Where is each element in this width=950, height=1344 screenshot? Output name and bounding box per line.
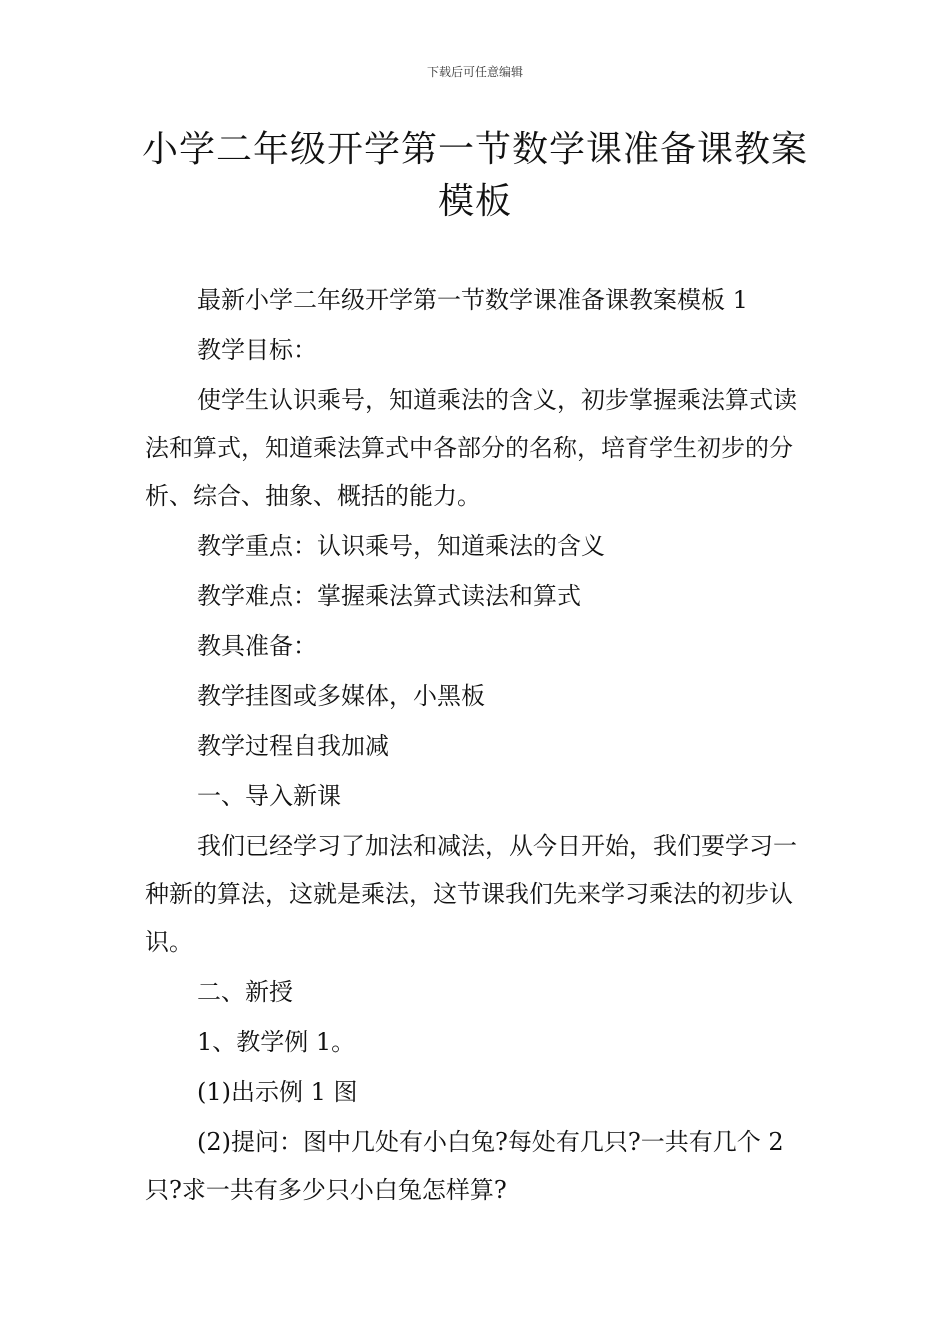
objectives-text: 使学生认识乘号，知道乘法的含义，初步掌握乘法算式读法和算式，知道乘法算式中各部分的名称，培育学生初步的分析、综合、抽象、概括的能力。	[145, 386, 797, 510]
intro-text: 我们已经学习了加法和减法，从今日开始，我们要学习一种新的算法，这就是乘法，这节课我们先来学习乘法的初步认识。	[145, 832, 797, 956]
document-title	[100, 124, 850, 228]
document-body	[145, 276, 810, 1216]
key-point: 教学重点：认识乘号，知道乘法的含义	[197, 532, 605, 560]
example-1-step-1: (1)出示例 1 图	[197, 1078, 358, 1106]
example-1-heading: 1、教学例 1。	[197, 1028, 356, 1056]
materials-text: 教学挂图或多媒体，小黑板	[197, 682, 485, 710]
process-heading: 教学过程自我加减	[197, 732, 389, 760]
materials-heading: 教具准备：	[197, 632, 317, 660]
section-heading: 最新小学二年级开学第一节数学课准备课教案模板 1	[197, 286, 748, 314]
difficult-point: 教学难点：掌握乘法算式读法和算式	[197, 582, 581, 610]
title-line-2: 模板	[437, 181, 512, 222]
download-note: 下载后可任意编辑	[426, 65, 523, 79]
title-line-1: 小学二年级开学第一节数学课准备课教案	[141, 129, 808, 170]
intro-heading: 一、导入新课	[197, 782, 341, 810]
example-1-step-2: (2)提问：图中几处有小白兔?每处有几只?一共有几个 2 只?求一共有多少只小白兔怎样算?	[145, 1128, 784, 1204]
new-lesson-heading: 二、新授	[197, 978, 293, 1006]
objectives-heading: 教学目标：	[197, 336, 317, 364]
